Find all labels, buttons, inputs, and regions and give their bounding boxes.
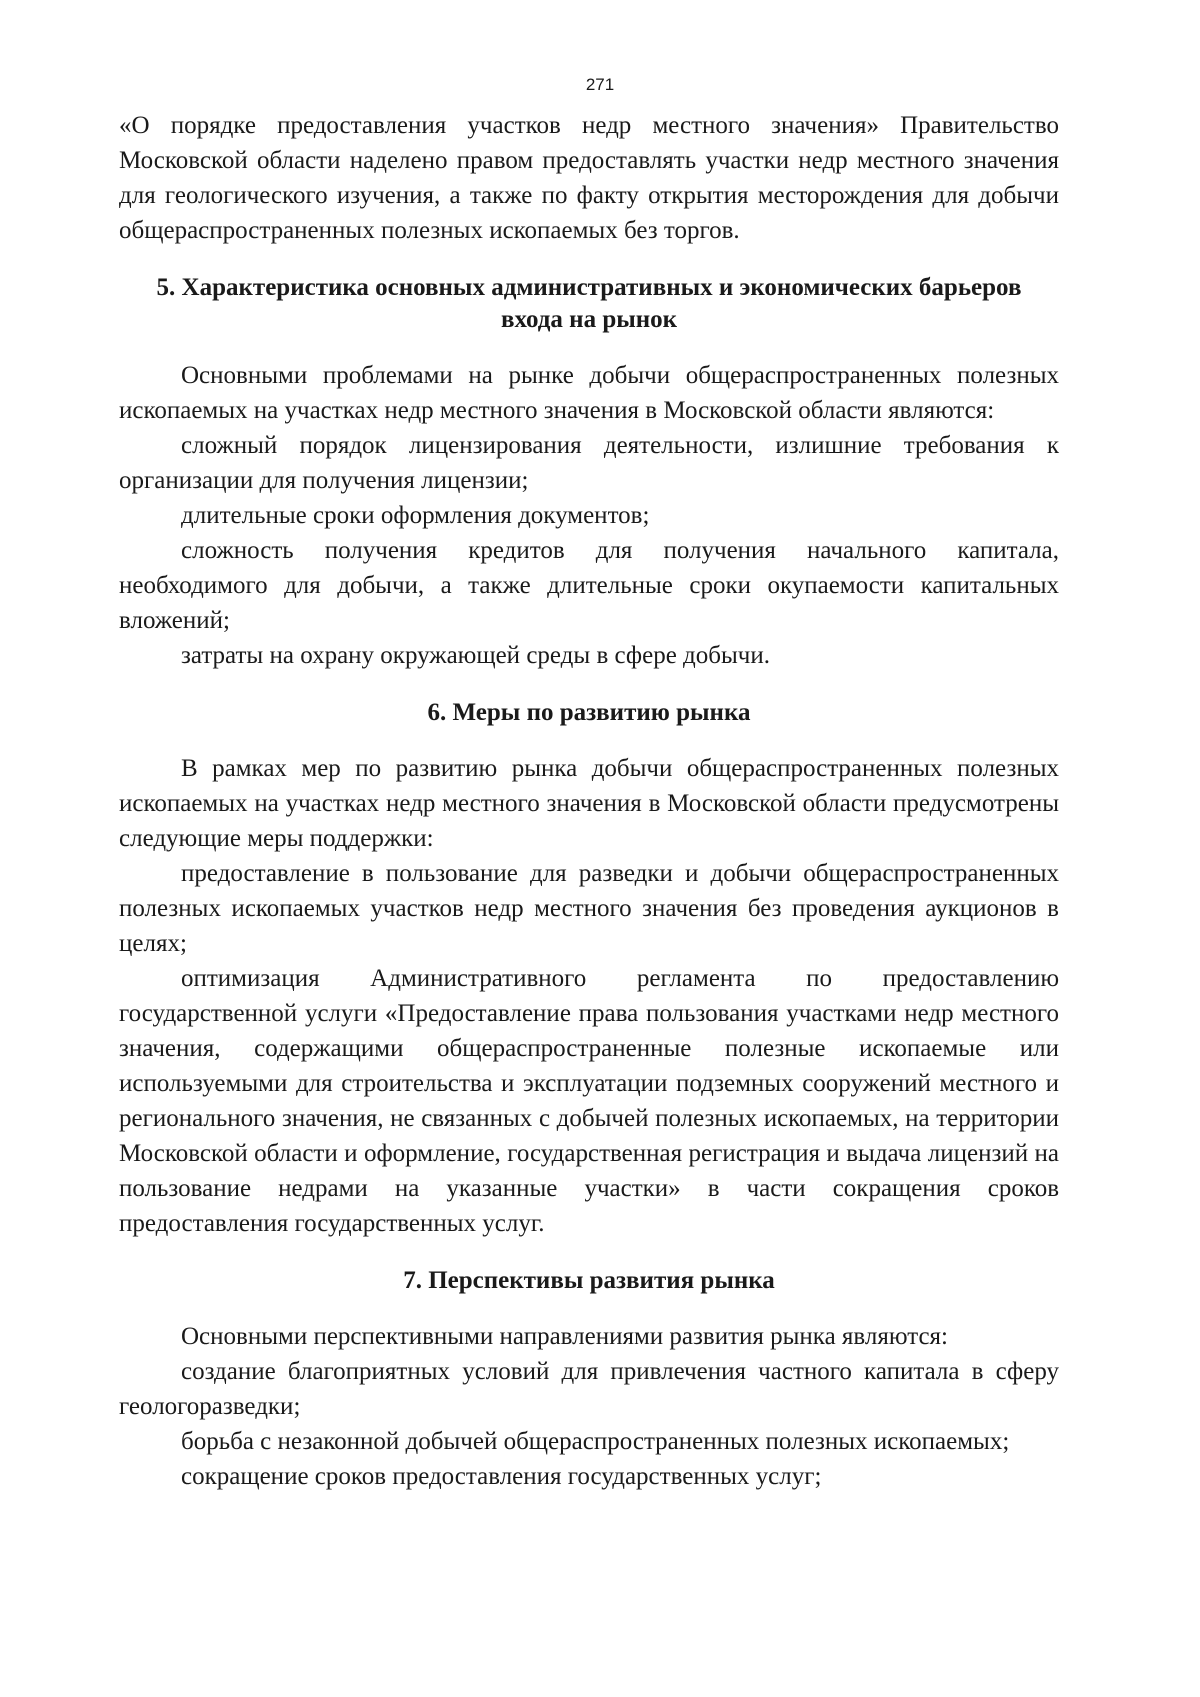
section-7-heading: 7. Перспективы развития рынка bbox=[403, 1267, 775, 1294]
section-7-paragraph: сокращение сроков предоставления государственных услуг; bbox=[181, 1463, 822, 1490]
section-7-paragraph: борьба с незаконной добычей общераспространенных полезных ископаемых; bbox=[181, 1428, 1010, 1455]
page-number: 271 bbox=[585, 75, 615, 94]
document-body bbox=[119, 108, 1059, 1494]
section-5-paragraph: затраты на охрану окружающей среды в сфере добычи. bbox=[181, 642, 770, 669]
section-7-paragraph: Основными перспективными направлениями развития рынка являются: bbox=[181, 1323, 948, 1350]
intro-paragraph: «О порядке предоставления участков недр местного значения» Правительство Московской области наделено правом предоставлять участки недр местного значения для геологического изучения, а также по факту открытия месторождения для добычи общераспространенных полезных ископаемых без торгов. bbox=[119, 112, 1059, 244]
section-5-heading: 5. Характеристика основных административных и экономических барьеров входа на рынок bbox=[156, 274, 1022, 333]
section-6-heading: 6. Меры по развитию рынка bbox=[427, 699, 751, 726]
section-5-paragraph: Основными проблемами на рынке добычи общераспространенных полезных ископаемых на участках недр местного значения в Московской области являются: bbox=[119, 362, 1059, 424]
section-7-paragraph: создание благоприятных условий для привлечения частного капитала в сферу геологоразведки; bbox=[119, 1358, 1059, 1420]
section-5-paragraph: сложный порядок лицензирования деятельности, излишние требования к организации для получения лицензии; bbox=[119, 432, 1059, 494]
section-5-paragraph: сложность получения кредитов для получения начального капитала, необходимого для добычи, а также длительные сроки окупаемости капитальных вложений; bbox=[119, 537, 1059, 634]
section-6-paragraph: оптимизация Административного регламента по предоставлению государственной услуги «Предоставление права пользования участками недр местного значения, содержащими общераспространенные полезные ископаемые или используемыми для строительства и эксплуатации подземных сооружений местного и регионального значения, не связанных с добычей полезных ископаемых, на территории Московской области и оформление, государственная регистрация и выдача лицензий на пользование недрами на указанные участки» в части сокращения сроков предоставления государственных услуг. bbox=[119, 965, 1059, 1237]
section-6-paragraph: В рамках мер по развитию рынка добычи общераспространенных полезных ископаемых на участках недр местного значения в Московской области предусмотрены следующие меры поддержки: bbox=[119, 755, 1059, 852]
section-5-paragraph: длительные сроки оформления документов; bbox=[181, 502, 650, 529]
section-6-paragraph: предоставление в пользование для разведки и добычи общераспространенных полезных ископаемых участков недр местного значения без проведения аукционов в целях; bbox=[119, 860, 1059, 957]
